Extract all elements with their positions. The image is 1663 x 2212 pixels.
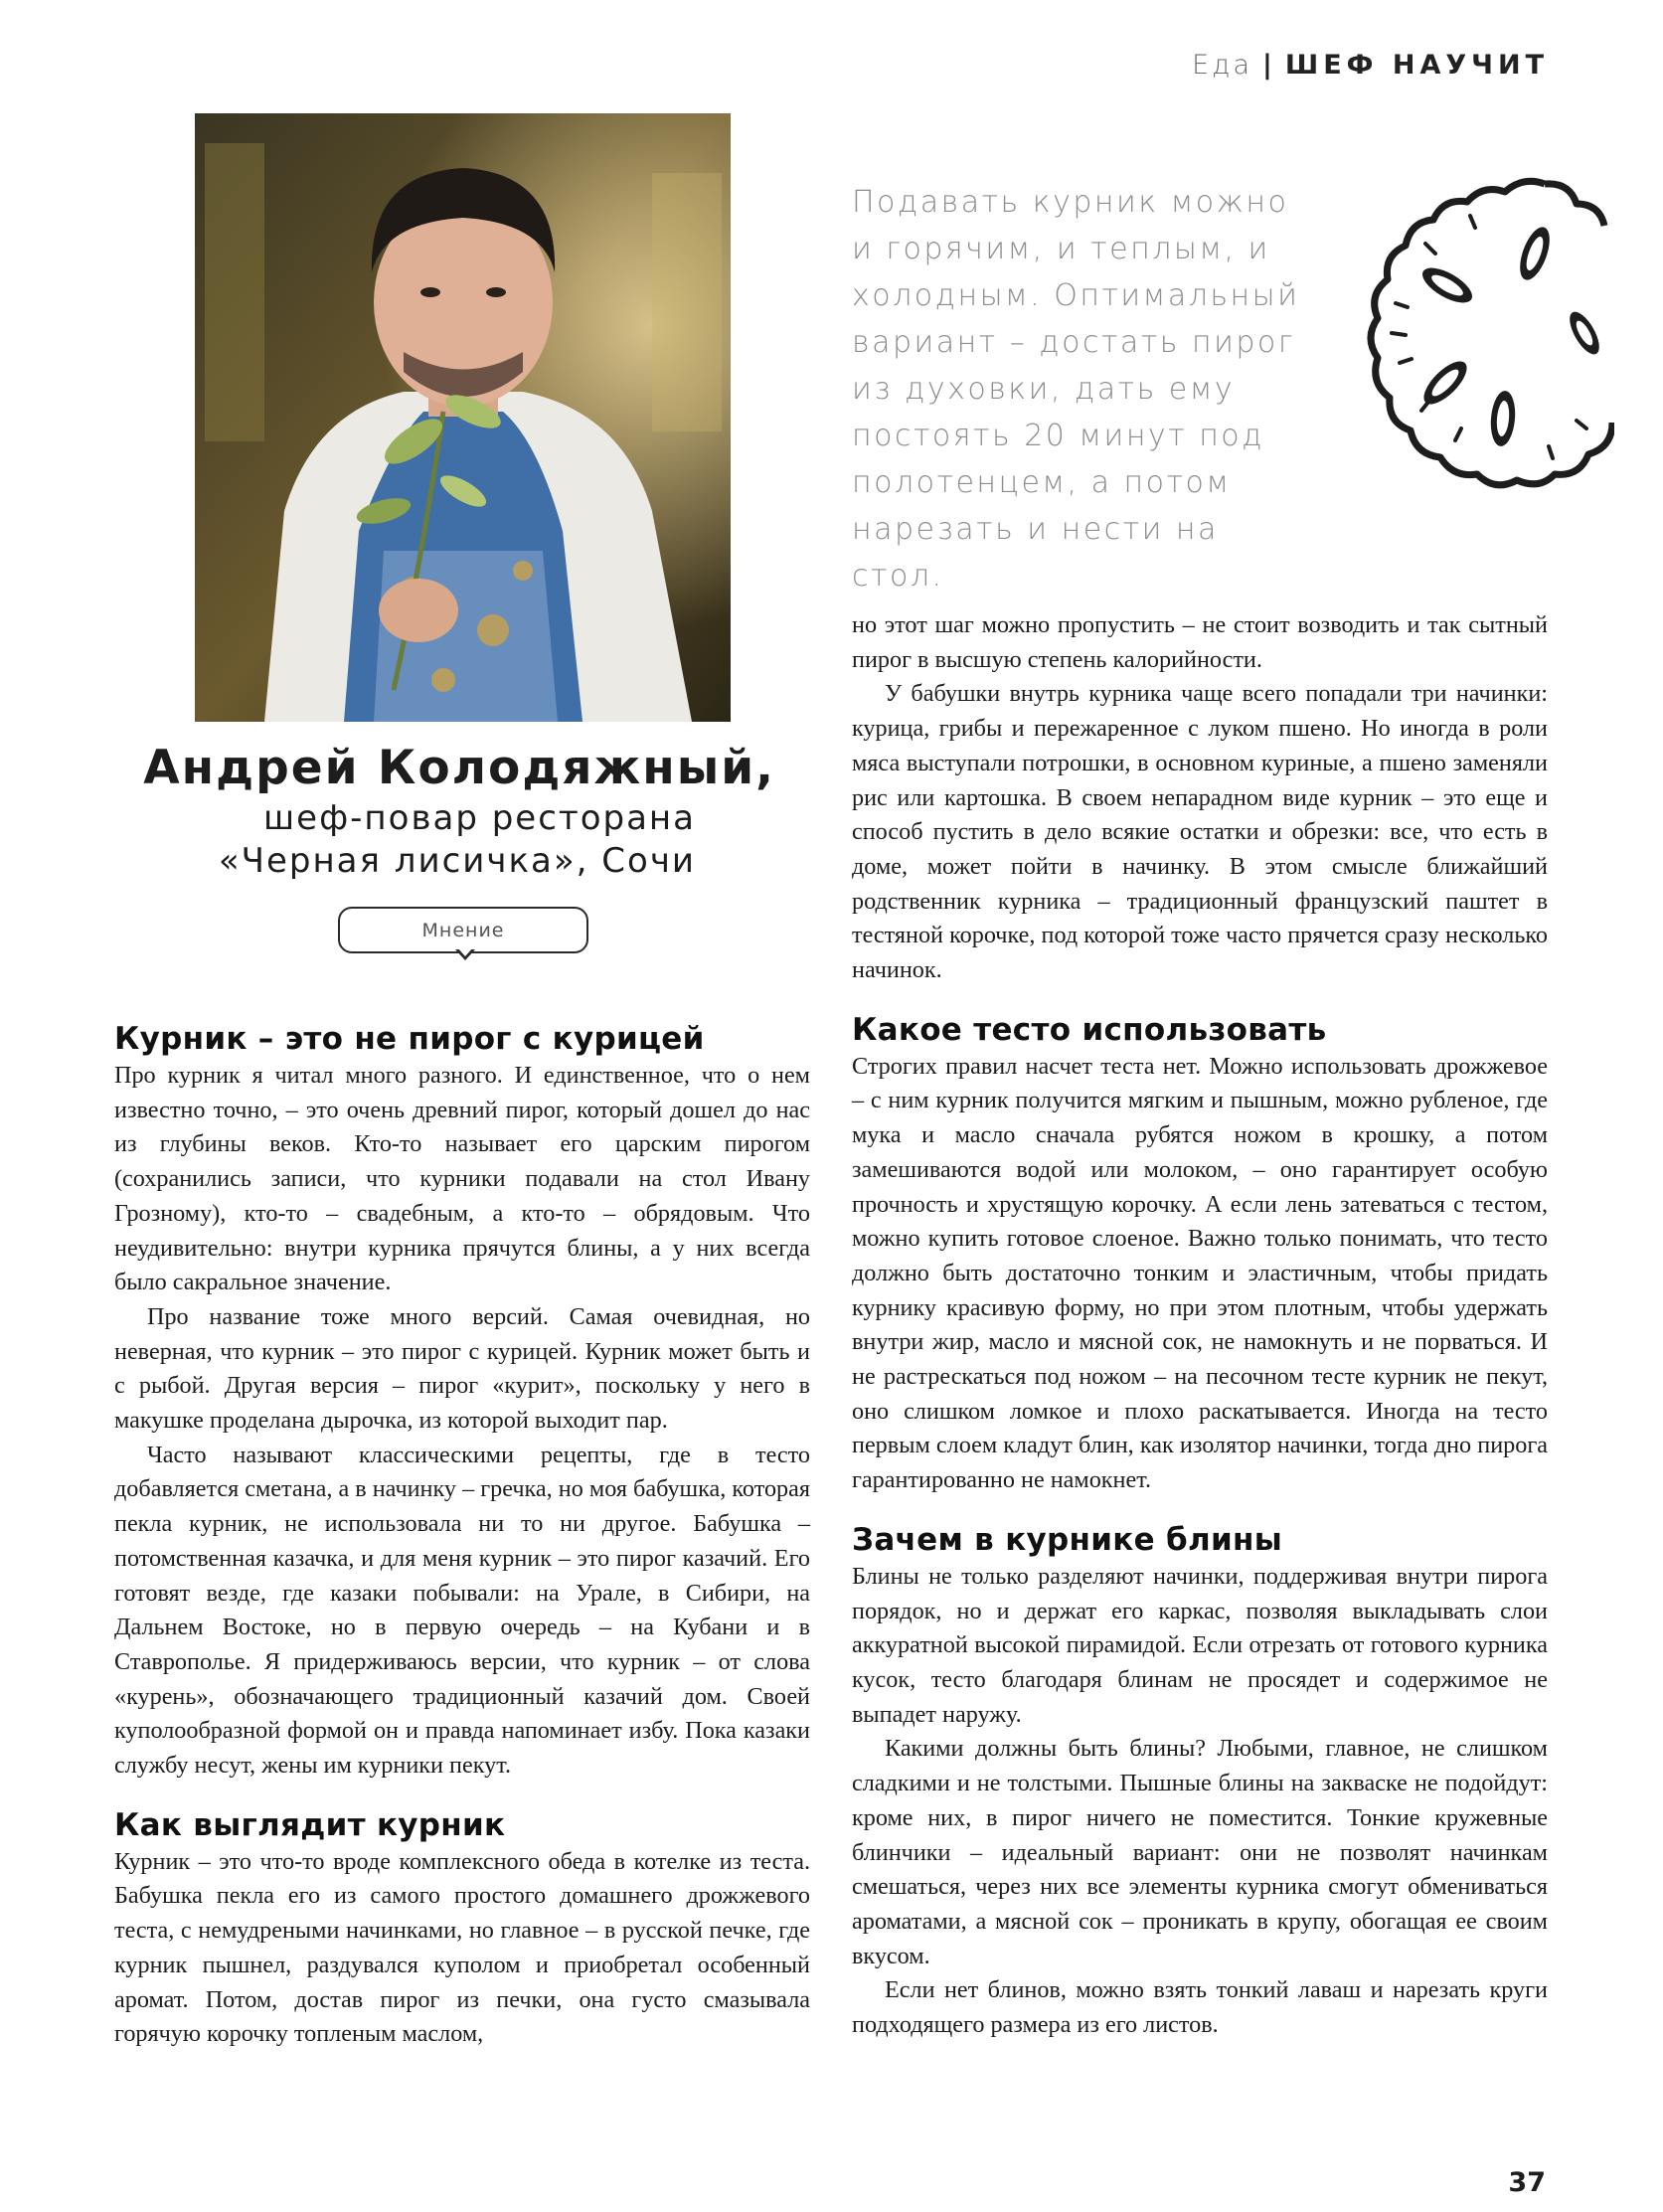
opinion-tag-tail	[455, 949, 475, 960]
chef-name: Андрей Колодяжный,	[143, 741, 775, 795]
heading-kurnik-not-chicken-pie: Курник – это не пирог с курицей	[114, 1021, 705, 1057]
heading-how-kurnik-looks: Как выглядит курник	[114, 1806, 506, 1843]
paragraph: Блины не только разделяют начинки, поддерживая внутри пирога порядок, но и держат его каркас, позволяя выкладывать слои аккуратной высокой пирамидой. Если отрезать от готового курника кусок, тесто благодаря блинам не просядет и содержимое не выпадет наружу.	[852, 1562, 1548, 1728]
pie-icon	[1356, 174, 1614, 522]
paragraph: но этот шаг можно пропустить – не стоит возводить и так сытный пирог в высшую степень калорийности.	[852, 611, 1548, 673]
paragraph: Курник – это что-то вроде комплексного обеда в котелке из теста. Бабушка пекла его из самого простого домашнего дрожжевого теста, с немудреными начинками, но главное – в русской печке, где курник пышнел, раздувался куполом и приобретал особенный аромат. Потом, достав пирог из печки, она густо смазывала горячую корочку топленым маслом,	[114, 1847, 810, 2048]
paragraph: Про название тоже много версий. Самая очевидная, но неверная, что курник – это пирог с курицей. Курник может быть и с рыбой. Другая версия – пирог «курит», поскольку у него в макушке проделана дырочка, из которой выходит пар.	[114, 1302, 810, 1435]
heading-why-blini: Зачем в курнике блины	[852, 1521, 1283, 1558]
opinion-tag: Мнение	[338, 907, 588, 953]
section-label: Еда	[1192, 50, 1252, 81]
header-separator: |	[1262, 50, 1275, 81]
paragraph: Строгих правил насчет теста нет. Можно использовать дрожжевое – с ним курник получится мягким и пышным, можно рубленое, где мука и масло сначала рубятся ножом в крошку, а потом замешиваются водой или молоком, – оно гарантирует особую прочность и хрустящую корочку. А если лень затеваться с тестом, можно купить готовое слоеное. Важно только понимать, что тесто должно быть достаточно тонким и эластичным, чтобы придать курнику красивую форму, но при этом плотным, чтобы удержать внутри жир, масло и мясной сок, не намокнуть и не порваться. И не растрескаться под ножом – на песочном тесте курник не пекут, оно слишком ломкое и плохо раскатывается. Иногда на тесто первым слоем кладут блин, как изолятор начинки, тогда дно пирога гарантированно не намокнет.	[852, 1052, 1548, 1494]
paragraph: У бабушки внутрь курника чаще всего попадали три начинки: курица, грибы и пережаренное с луком пшено. Но иногда в роли мяса выступали потрошки, в основном куриные, а пшено заменяли рис или картошка. В своем непарадном виде курник – это еще и способ пустить в дело всякие остатки и обрезки: все, что есть в доме, может пойти в начинку. В этом смысле ближайший родственник курника – традиционный французский паштет в тестяной корочке, под которой тоже часто прячется сразу несколько начинок.	[852, 680, 1548, 984]
paragraph: Про курник я читал много разного. И единственное, что о нем известно точно, – это очень древний пирог, который дошел до нас из глубины веков. Кто-то называет его царским пирогом (сохранились записи, что курники подавали на стол Ивану Грозному), кто-то – свадебным, а кто-то – обрядовым. Что неудивительно: внутри курника прячутся блины, а у них всегда было сакральное значение.	[114, 1062, 810, 1296]
page-header	[1192, 50, 1549, 81]
chef-role	[99, 797, 696, 883]
rubric-label: ШЕФ НАУЧИТ	[1284, 50, 1549, 81]
chef-photo	[195, 113, 731, 722]
pull-quote: Подавать курник можно и горячим, и теплым, и холодным. Оптимальный вариант – достать пирог из духовки, дать ему постоять 20 минут под полотенцем, а потом нарезать и нести на стол.	[852, 185, 1300, 594]
article-left-column	[114, 1019, 810, 2052]
paragraph: Какими должны быть блины? Любыми, главное, не слишком сладкими и не толстыми. Пышные блины на закваске не подойдут: кроме них, в пирог ничего не поместится. Тонкие кружевные блинчики – идеальный вариант: они не позволят начинкам смешаться, через них все элементы курника смогут обмениваться ароматами, а мясной сок – проникать в крупу, обогащая ее своим вкусом.	[852, 1735, 1548, 1969]
paragraph: Если нет блинов, можно взять тонкий лаваш и нарезать круги подходящего размера из его листов.	[852, 1976, 1548, 2039]
page-number: 37	[1508, 2167, 1546, 2198]
paragraph: Часто называют классическими рецепты, где в тесто добавляется сметана, а в начинку – гречка, но моя бабушка, которая пекла курник, не использовала ни то ни другое. Бабушка – потомственная казачка, и для меня курник – это пирог казачий. Его готовят везде, где казаки побывали: на Урале, в Сибири, на Дальнем Востоке, но в первую очередь – на Кубани и в Ставрополье. Я придерживаюсь версии, что курник – от слова «курень», обозначающего традиционный казачий дом. Своей куполообразной формой он и правда напоминает избу. Пока казаки службу несут, жены им курники пекут.	[114, 1441, 810, 1780]
chef-role-line1: шеф-повар ресторана	[263, 798, 696, 838]
article-right-column	[852, 608, 1548, 2043]
heading-which-dough: Какое тесто использовать	[852, 1011, 1327, 1048]
chef-role-line2: «Черная лисичка», Сочи	[218, 841, 696, 881]
